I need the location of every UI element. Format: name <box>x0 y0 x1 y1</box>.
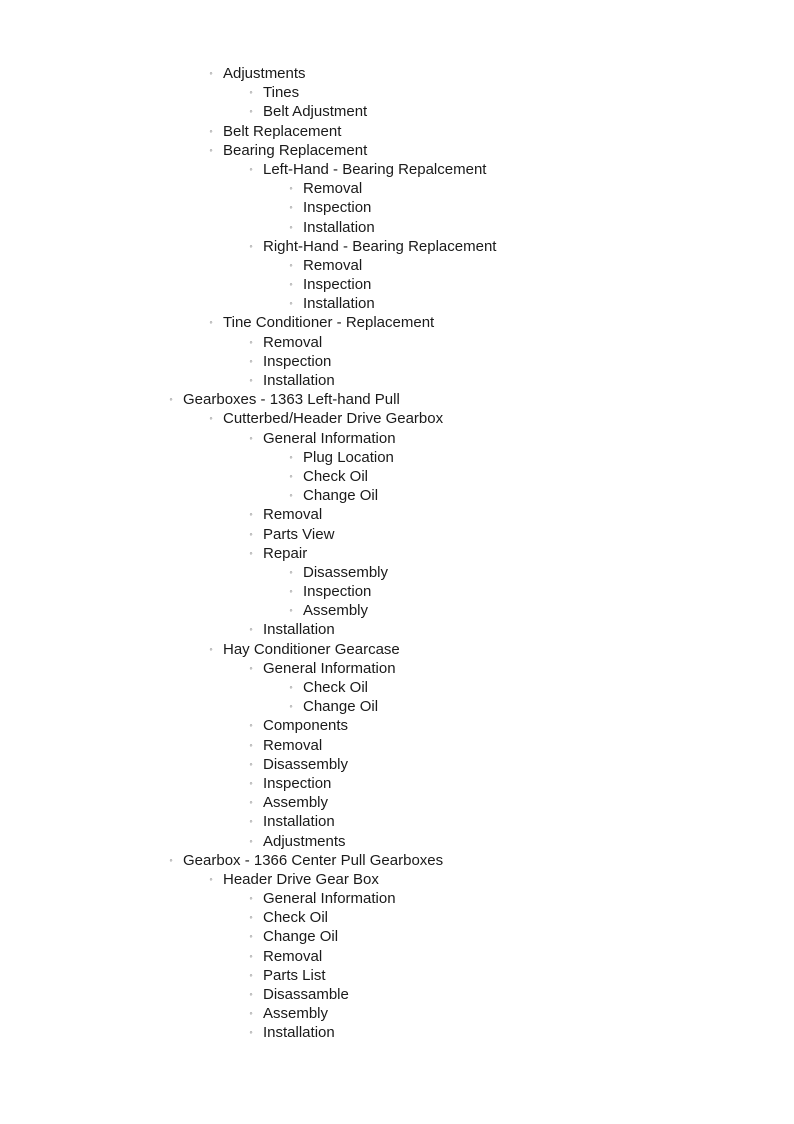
toc-item-level-2 <box>0 505 794 524</box>
toc-item-level-2 <box>0 429 794 448</box>
toc-item-level-2 <box>0 832 794 851</box>
toc-item-level-2 <box>0 774 794 793</box>
bullet-icon: ◦ <box>249 720 253 731</box>
toc-item-level-2 <box>0 736 794 755</box>
toc-item-label: General Information <box>263 890 396 908</box>
bullet-icon: ◦ <box>249 375 253 385</box>
bullet-icon: ◦ <box>289 259 293 270</box>
bullet-icon: ◦ <box>289 566 293 577</box>
toc-item-level-3 <box>0 275 794 294</box>
toc-item-level-0 <box>0 851 794 870</box>
toc-item-label: Parts View <box>263 525 335 543</box>
bullet-icon: ◦ <box>289 605 293 616</box>
toc-item-level-1 <box>0 141 794 160</box>
toc-item-level-3 <box>0 294 794 313</box>
bullet-icon: ◦ <box>249 528 253 539</box>
bullet-icon: ◦ <box>249 662 253 673</box>
toc-item-level-2 <box>0 160 794 179</box>
toc-item-level-2 <box>0 927 794 946</box>
toc-item-label: General Information <box>263 659 396 677</box>
toc-item-level-2 <box>0 1004 794 1023</box>
toc-item-level-2 <box>0 620 794 639</box>
bullet-icon: ◦ <box>289 586 293 597</box>
toc-item-label: Bearing Replacement <box>223 141 368 159</box>
toc-item-level-3 <box>0 256 794 275</box>
toc-item-level-3 <box>0 218 794 237</box>
toc-item-label: Assembly <box>263 1005 329 1023</box>
toc-item-label: Installation <box>303 295 375 313</box>
toc-item-label: Disassamble <box>263 986 349 1003</box>
toc-item-label: Hay Conditioner Gearcase <box>223 640 400 658</box>
toc-item-level-3 <box>0 582 794 601</box>
toc-item-label: Belt Replacement <box>223 122 342 140</box>
toc-item-label: Adjustments <box>263 832 346 850</box>
bullet-icon: ◦ <box>289 451 293 462</box>
bullet-icon: ◦ <box>249 969 253 980</box>
bullet-icon: ◦ <box>289 298 293 309</box>
bullet-icon: ◦ <box>249 106 253 117</box>
toc-item-label: Belt Adjustment <box>263 103 368 121</box>
toc-item-level-3 <box>0 678 794 697</box>
toc-item-level-2 <box>0 812 794 831</box>
toc-item-label: Gearboxes - 1363 Left-hand Pull <box>183 391 400 409</box>
toc-item-level-1 <box>0 313 794 332</box>
bullet-icon: ◦ <box>289 701 293 712</box>
bullet-icon: ◦ <box>289 470 293 481</box>
toc-item-label: Change Oil <box>303 698 379 716</box>
toc-item-label: Right-Hand - Bearing Replacement <box>263 237 497 255</box>
toc-item-label: Plug Location <box>303 448 394 466</box>
bullet-icon: ◦ <box>209 873 213 884</box>
toc-item-level-1 <box>0 122 794 141</box>
toc-item-level-3 <box>0 563 794 582</box>
toc-item-level-2 <box>0 83 794 102</box>
toc-item-level-2 <box>0 793 794 812</box>
bullet-icon: ◦ <box>249 1027 253 1038</box>
toc-item-level-2 <box>0 889 794 908</box>
toc-item-level-2 <box>0 755 794 774</box>
bullet-icon: ◦ <box>249 739 253 750</box>
toc-item-level-2 <box>0 908 794 927</box>
bullet-icon: ◦ <box>249 816 253 827</box>
toc-item-level-3 <box>0 697 794 716</box>
toc-item-level-3 <box>0 486 794 505</box>
toc-item-level-1 <box>0 640 794 659</box>
bullet-icon: ◦ <box>169 394 173 405</box>
toc-item-level-3 <box>0 198 794 217</box>
toc-item-label: Removal <box>263 506 323 524</box>
bullet-icon: ◦ <box>249 240 253 251</box>
bullet-icon: ◦ <box>249 758 253 769</box>
toc-item-label: Tines <box>263 84 300 102</box>
toc-item-level-2 <box>0 352 794 371</box>
toc-item-label: Installation <box>263 813 335 831</box>
toc-item-level-0 <box>0 390 794 409</box>
bullet-icon: ◦ <box>249 797 253 808</box>
toc-item-level-1 <box>0 409 794 428</box>
toc-item-level-3 <box>0 448 794 467</box>
toc-item-label: Installation <box>303 218 375 236</box>
bullet-icon: ◦ <box>249 355 253 366</box>
toc-item-level-2 <box>0 985 794 1004</box>
bullet-icon: ◦ <box>249 893 253 904</box>
toc-item-label: Assembly <box>303 602 369 620</box>
bullet-icon: ◦ <box>289 221 293 232</box>
toc-item-level-2 <box>0 659 794 678</box>
bullet-icon: ◦ <box>289 279 293 290</box>
toc-item-label: Repair <box>263 544 308 562</box>
bullet-icon: ◦ <box>249 912 253 923</box>
bullet-icon: ◦ <box>289 183 293 194</box>
toc-item-label: Inspection <box>303 276 372 294</box>
bullet-icon: ◦ <box>289 202 293 213</box>
bullet-icon: ◦ <box>209 68 213 78</box>
bullet-icon: ◦ <box>209 317 213 328</box>
table-of-contents-list <box>0 64 794 1043</box>
toc-item-label: Removal <box>263 736 323 754</box>
toc-item-label: Removal <box>303 180 363 198</box>
bullet-icon: ◦ <box>249 624 253 635</box>
toc-item-label: Check Oil <box>303 679 369 696</box>
toc-item-label: Installation <box>263 621 335 639</box>
toc-item-label: Check Oil <box>303 467 369 485</box>
bullet-icon: ◦ <box>249 989 253 999</box>
toc-item-label: Gearbox - 1366 Center Pull Gearboxes <box>183 851 444 869</box>
toc-item-level-2 <box>0 102 794 121</box>
toc-item-label: Disassembly <box>303 563 389 581</box>
toc-item-label: Removal <box>263 947 323 965</box>
bullet-icon: ◦ <box>289 682 293 692</box>
toc-item-label: Disassembly <box>263 755 349 773</box>
toc-item-label: Inspection <box>263 774 332 792</box>
bullet-icon: ◦ <box>249 432 253 443</box>
toc-item-label: Installation <box>263 372 335 389</box>
toc-item-label: Adjustments <box>223 65 306 82</box>
toc-item-level-1 <box>0 870 794 889</box>
toc-item-label: Removal <box>303 256 363 274</box>
bullet-icon: ◦ <box>249 777 253 788</box>
bullet-icon: ◦ <box>249 1008 253 1019</box>
toc-item-label: Inspection <box>303 199 372 217</box>
toc-item-label: Installation <box>263 1024 335 1042</box>
toc-item-label: General Information <box>263 429 396 447</box>
toc-item-label: Tine Conditioner - Replacement <box>223 314 435 332</box>
bullet-icon: ◦ <box>169 854 173 865</box>
toc-item-label: Parts List <box>263 966 326 984</box>
bullet-icon: ◦ <box>249 163 253 174</box>
toc-item-level-2 <box>0 716 794 735</box>
toc-item-label: Components <box>263 717 349 735</box>
toc-item-level-3 <box>0 601 794 620</box>
toc-item-label: Change Oil <box>303 487 379 505</box>
bullet-icon: ◦ <box>209 144 213 155</box>
bullet-icon: ◦ <box>249 509 253 520</box>
bullet-icon: ◦ <box>209 125 213 136</box>
toc-item-label: Inspection <box>303 583 372 601</box>
toc-item-level-3 <box>0 179 794 198</box>
bullet-icon: ◦ <box>209 413 213 424</box>
toc-item-level-2 <box>0 525 794 544</box>
toc-item-label: Change Oil <box>263 928 339 946</box>
toc-item-label: Left-Hand - Bearing Repalcement <box>263 160 487 178</box>
bullet-icon: ◦ <box>249 931 253 942</box>
bullet-icon: ◦ <box>249 336 253 347</box>
toc-item-level-1 <box>0 64 794 83</box>
bullet-icon: ◦ <box>249 87 253 98</box>
toc-item-level-2 <box>0 544 794 563</box>
bullet-icon: ◦ <box>249 835 253 846</box>
toc-item-label: Check Oil <box>263 909 329 927</box>
toc-item-label: Cutterbed/Header Drive Gearbox <box>223 410 444 428</box>
toc-item-label: Assembly <box>263 794 329 812</box>
toc-item-label: Header Drive Gear Box <box>223 870 379 888</box>
bullet-icon: ◦ <box>209 643 213 654</box>
toc-item-label: Removal <box>263 333 323 351</box>
toc-item-level-2 <box>0 333 794 352</box>
bullet-icon: ◦ <box>249 547 253 558</box>
toc-item-level-3 <box>0 467 794 486</box>
toc-item-level-2 <box>0 947 794 966</box>
bullet-icon: ◦ <box>249 950 253 961</box>
toc-item-level-2 <box>0 1023 794 1042</box>
toc-item-label: Inspection <box>263 352 332 370</box>
toc-item-level-2 <box>0 371 794 390</box>
bullet-icon: ◦ <box>289 490 293 501</box>
toc-item-level-2 <box>0 966 794 985</box>
toc-item-level-2 <box>0 237 794 256</box>
